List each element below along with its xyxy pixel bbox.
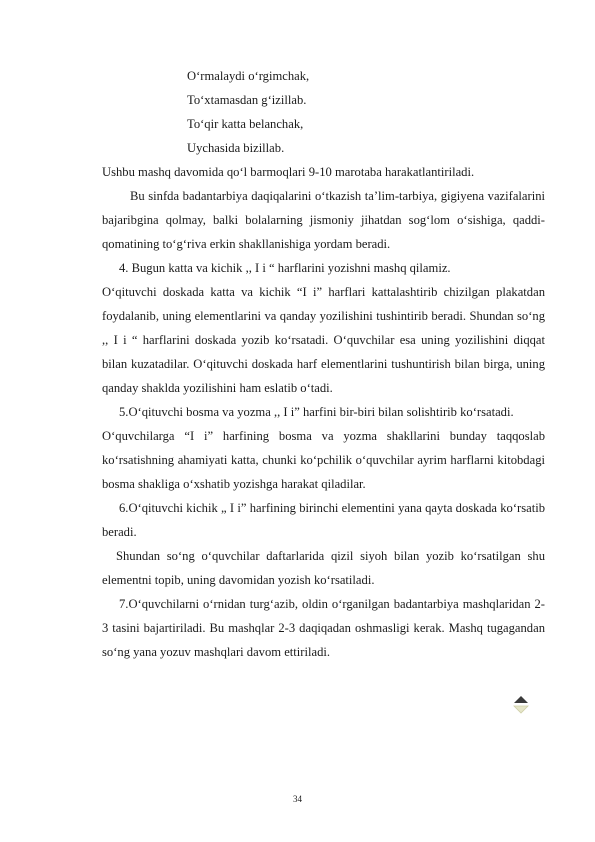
paragraph: Shundan so‘ng o‘quvchilar daftarlarida qizil siyoh bilan yozib ko‘rsatilgan shu elementni topib, uning davomidan yozish ko‘rsatiladi.: [102, 549, 545, 587]
paragraph: 4. Bugun katta va kichik ,, I i “ harflarini yozishni mashq qilamiz.: [119, 261, 451, 275]
poem-line: Uychasida bizillab.: [187, 141, 285, 155]
paragraph: 5.O‘qituvchi bosma va yozma ,, I i” harfini bir-biri bilan solishtirib ko‘rsatadi.: [119, 405, 514, 419]
poem-line: O‘rmalaydi o‘rgimchak,: [187, 69, 310, 83]
poem-block: [187, 64, 309, 160]
poem-line: To‘xtamasdan g‘izillab.: [187, 93, 307, 107]
paragraph: Ushbu mashq davomida qo‘l barmoqlari 9-10 marotaba harakatlantiriladi.: [102, 165, 475, 179]
paragraph: 7.O‘quvchilarni o‘rnidan turg‘azib, oldin o‘rganilgan badantarbiya mashqlaridan 2-3 tasini bajartiriladi. Bu mashqlar 2-3 daqiqadan oshmasligi kerak. Mashq tugagandan so‘ng yana yozuv mashqlari davom ettiriladi.: [102, 597, 545, 659]
paragraph: 6.O‘qituvchi kichik „ I i” harfining birinchi elementini yana qayta doskada ko‘rsatib beradi.: [102, 501, 545, 539]
page-number: 34: [293, 794, 302, 804]
body-text: [102, 160, 545, 664]
paragraph: O‘qituvchi doskada katta va kichik “I i” harflari kattalashtirib chizilgan plakatdan foydalanib, uning elementlarini va qanday yozilishini tushintirib beradi. Shundan so‘ng ,, I i “ harflarini doskada yozib ko‘rsatadi. O‘quvchilar esa uning yozilishini diqqat bilan kuzatadilar. O‘qituvchi doskada harf elementlarini tushuntirish bilan birga, uning qanday shaklda yozilishini ham eslatib o‘tadi.: [102, 285, 545, 395]
paragraph: Bu sinfda badantarbiya daqiqalarini o‘tkazish ta’lim-tarbiya, gigiyena vazifalarini bajaribgina qolmay, balki bolalarning jismoniy jihatdan sog‘lom o‘sishiga, qaddi- qomatining to‘g‘riva erkin shakllanishiga yordam beradi.: [102, 189, 545, 251]
paragraph: O‘quvchilarga “I i” harfining bosma va yozma shakllarini bunday taqqoslab ko‘rsatishning ahamiyati katta, chunki ko‘pchilik o‘quvchilar ayrim harflarni kitobdagi bosma shakliga o‘xshatib yozishga harakat qiladilar.: [102, 429, 545, 491]
up-down-arrows-icon[interactable]: [513, 694, 529, 716]
poem-line: To‘qir katta belanchak,: [187, 117, 304, 131]
